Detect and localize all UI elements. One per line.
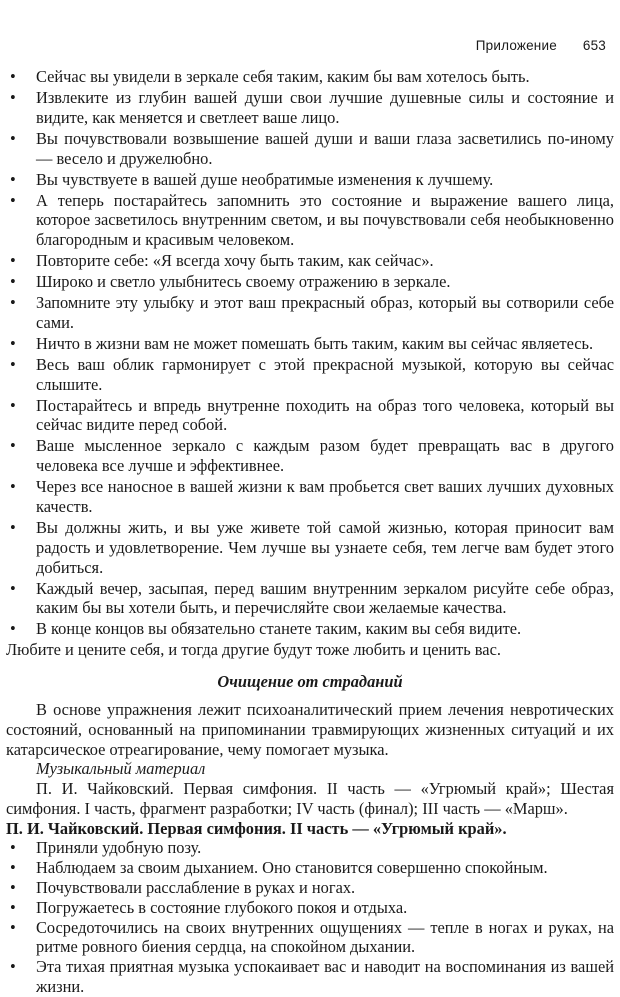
list-item: • Через все наносное в вашей жизни к вам пробьется свет ваших лучших духовных качеств.	[6, 477, 614, 517]
list-item: • Широко и светло улыбнитесь своему отражению в зеркале.	[6, 272, 614, 292]
list-item: • А теперь постарайтесь запомнить это состояние и выражение вашего лица, которое засветилось внутренним светом, и вы почувствовали себя необыкновенно благородным и красивым человеком.	[6, 191, 614, 250]
page-body	[6, 67, 614, 997]
list-item: • Наблюдаем за своим дыханием. Оно становится совершенно спокойным.	[6, 858, 614, 878]
music-material-text: П. И. Чайковский. Первая симфония. II часть — «Угрюмый край»; Шестая симфония. I часть, фрагмент разработки; IV часть (финал); III часть — «Марш».	[6, 779, 614, 818]
list-item: • Каждый вечер, засыпая, перед вашим внутренним зеркалом рисуйте себе образ, каким бы вы хотели быть, и перечисляйте свои желаемые качества.	[6, 579, 614, 619]
list-item: • Сейчас вы увидели в зеркале себя таким, каким бы вам хотелось быть.	[6, 67, 614, 87]
list-item: • Вы почувствовали возвышение вашей души и ваши глаза засветились по-иному — весело и дружелюбно.	[6, 129, 614, 169]
list-item: • Вы чувствуете в вашей душе необратимые изменения к лучшему.	[6, 170, 614, 190]
list-item: • Почувствовали расслабление в руках и ногах.	[6, 878, 614, 898]
list-item: • Эта тихая приятная музыка успокаивает вас и наводит на воспоминания из вашей жизни.	[6, 957, 614, 997]
bullet-list-relaxation	[6, 838, 614, 996]
part-title: П. И. Чайковский. Первая симфония. II часть — «Угрюмый край».	[6, 818, 507, 838]
list-item: • Повторите себе: «Я всегда хочу быть таким, как сейчас».	[6, 251, 614, 271]
list-item: • Ваше мысленное зеркало с каждым разом будет превращать вас в другого человека все лучше и эффективнее.	[6, 436, 614, 476]
list-item: • В конце концов вы обязательно станете таким, каким вы себя видите.	[6, 619, 614, 639]
section-heading: Очищение от страданий	[217, 672, 403, 692]
list-item: • Ничто в жизни вам не может помешать быть таким, каким вы сейчас являетесь.	[6, 334, 614, 354]
music-material-label: Музыкальный материал	[36, 759, 206, 779]
closing-line: Любите и цените себя, и тогда другие будут тоже любить и ценить вас.	[6, 640, 501, 660]
list-item: • Вы должны жить, и вы уже живете той самой жизнью, которая приносит вам радость и удовлетворение. Чем лучше вы узнаете себя, тем легче вам будет этого добиться.	[6, 518, 614, 577]
list-item: • Погружаетесь в состояние глубокого покоя и отдыха.	[6, 898, 614, 918]
section-intro: В основе упражнения лежит психоаналитический прием лечения невротических состояний, основанный на припоминании травмирующих жизненных ситуаций и их катарсическое отреагирование, чему помогает музыка.	[6, 699, 614, 759]
list-item: • Постарайтесь и впредь внутренне походить на образ того человека, который вы сейчас видите перед собой.	[6, 396, 614, 436]
list-item: • Извлеките из глубин вашей души свои лучшие душевные силы и состояние и видите, как меняется и светлеет ваше лицо.	[6, 88, 614, 128]
list-item: • Весь ваш облик гармонирует с этой прекрасной музыкой, которую вы сейчас слышите.	[6, 355, 614, 395]
list-item: • Приняли удобную позу.	[6, 838, 614, 858]
bullet-list-mirror-exercise	[6, 67, 614, 639]
list-item: • Запомните эту улыбку и этот ваш прекрасный образ, который вы сотворили себе сами.	[6, 293, 614, 333]
list-item: • Сосредоточились на своих внутренних ощущениях — тепле в ногах и руках, на ритме ровного биения сердца, на спокойном дыхании.	[6, 918, 614, 958]
running-section-title: Приложение	[475, 38, 557, 53]
page-header	[476, 38, 606, 53]
page-number: 653	[582, 38, 606, 53]
